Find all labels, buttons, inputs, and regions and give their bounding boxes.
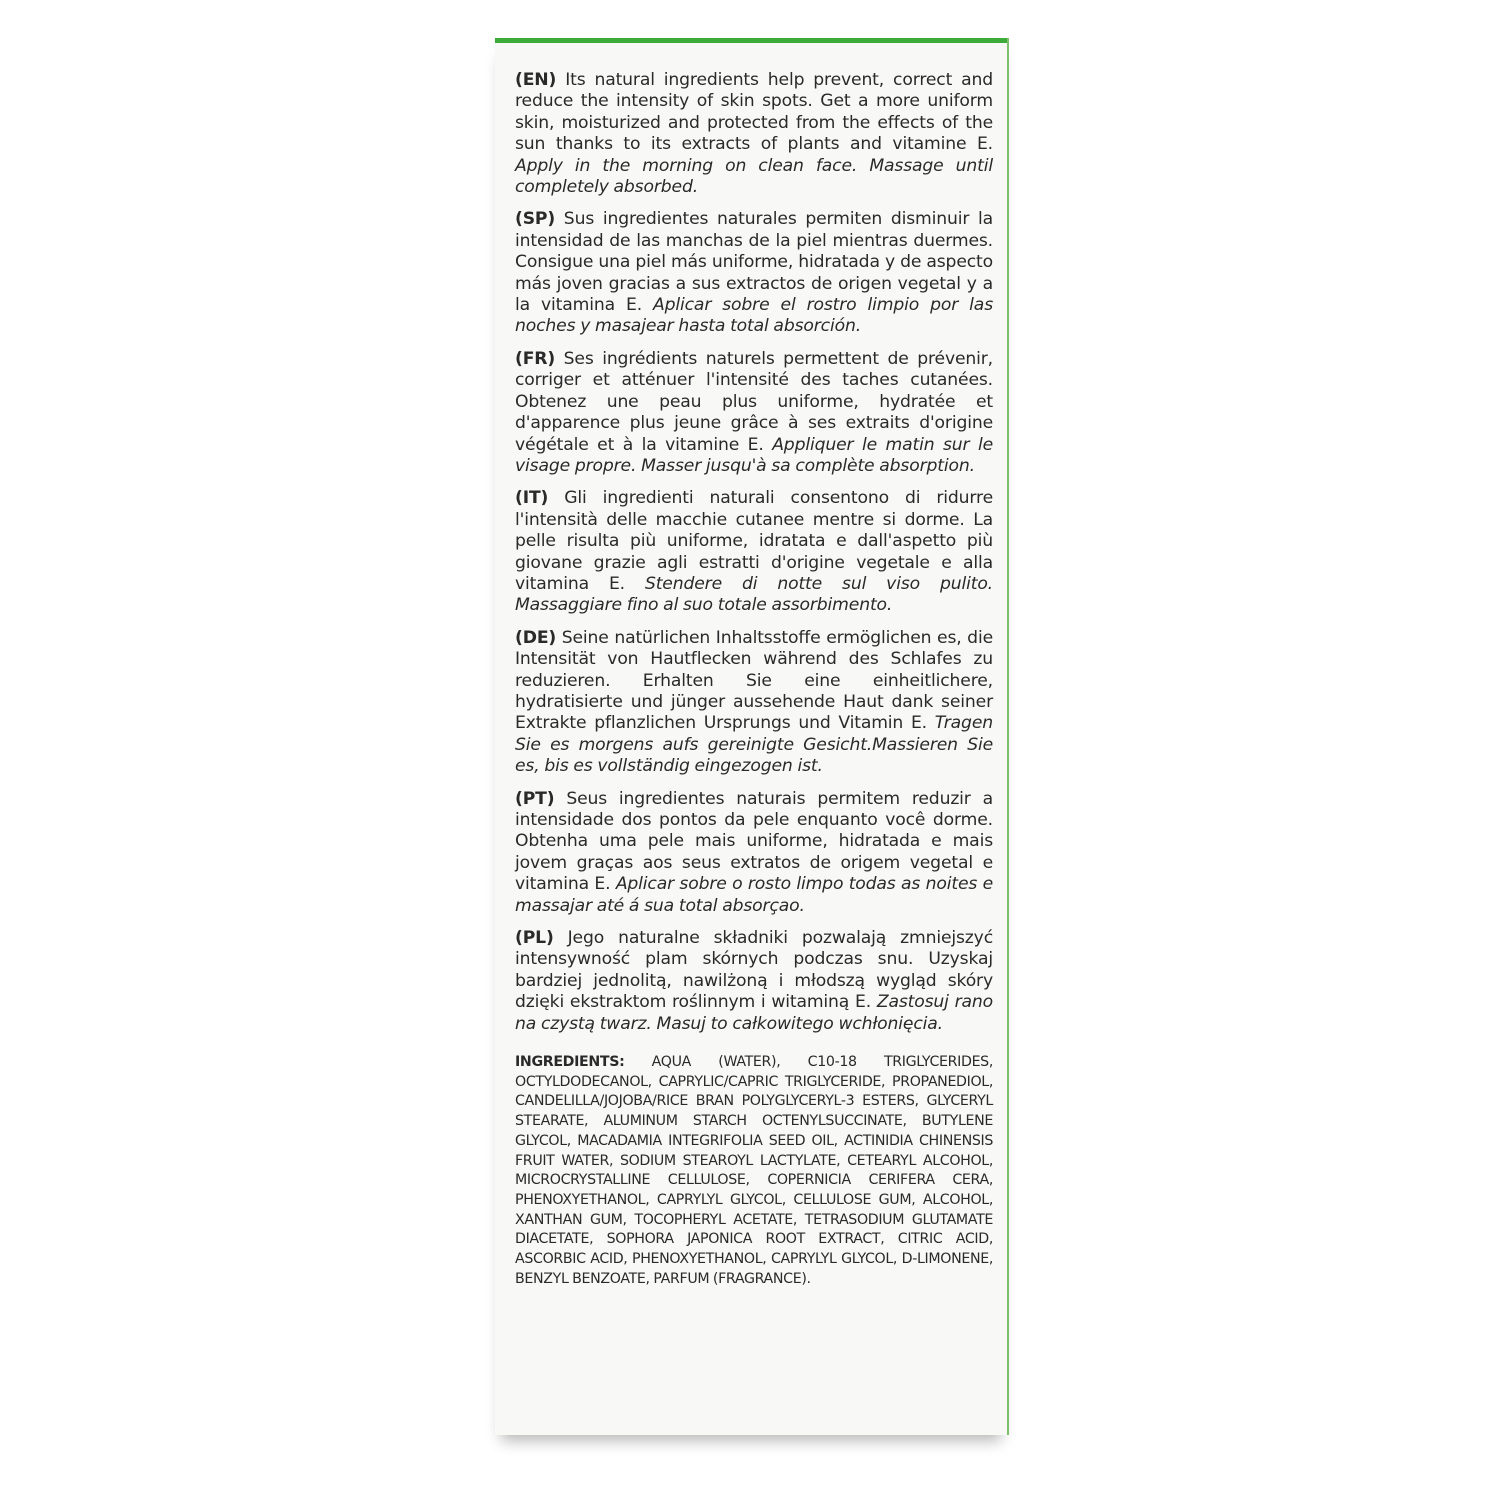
usage-instructions-it: Stendere di notte sul viso pulito. Massaggiare fino al suo totale assorbimento. [515,573,993,616]
description-de [515,628,993,778]
description-pl [515,928,993,1035]
language-code-sp: (SP) [515,209,556,230]
language-code-pt: (PT) [515,788,555,809]
usage-instructions-en: Apply in the morning on clean face. Massage until completely absorbed. [515,155,993,198]
description-text-it: Gli ingredienti naturali consentono di ridurre l'intensità delle macchie cutanee mentre si dorme. La pelle risulta più uniforme, idratata e dall'aspetto più giovane grazie agli estratti d'origine vegetale e alla vitamina E. [515,488,993,594]
description-pt [515,789,993,917]
description-sp [515,209,993,337]
usage-instructions-pl: Zastosuj rano na czystą twarz. Masuj to całkowitego wchłonięcia. [515,992,993,1034]
language-code-de: (DE) [515,627,557,648]
description-text-pl: Jego naturalne składniki pozwalają zmniejszyć intensywność plam skórnych podczas snu. Uzyskaj bardziej jednolitą, nawilżoną i młodszą wygląd skóry dzięki ekstraktom roślinnym i witaminą E. [515,928,993,1013]
ingredients-list [515,1053,993,1289]
language-code-it: (IT) [515,488,549,509]
description-text-en: Its natural ingredients help prevent, correct and reduce the intensity of skin spots. Get a more uniform skin, moisturized and protected from the effects of the sun thanks to its extracts of plants and vitamine E. [515,70,993,155]
usage-instructions-fr: Appliquer le matin sur le visage propre. Masser jusqu'à sa complète absorption. [515,434,993,476]
description-text-de: Seine natürlichen Inhaltsstoffe ermöglichen es, die Intensität von Hautflecken während des Schlafes zu reduzieren. Erhalten Sie eine einheitlichere, hydratisierte und jünger aussehende Haut dank seiner Extrakte pflanzlichen Ursprungs und Vitamin E. [515,627,993,734]
description-text-fr: Ses ingrédients naturels permettent de prévenir, corriger et atténuer l'intensité des taches cutanées. Obtenez une peau plus uniforme, hydratée et d'apparence plus jeune grâce à ses extraits d'origine végétale et à la vitamine E. [515,348,993,455]
description-text-pt: Seus ingredientes naturais permitem reduzir a intensidade dos pontos da pele enquanto você dorme. Obtenha uma pele mais uniforme, hidratada e mais jovem graças aos seus extratos de origem vegetal e vitamina E. [515,788,993,895]
language-code-en: (EN) [515,70,557,90]
usage-instructions-de: Tragen Sie es morgens aufs gereinigte Gesicht.Massieren Sie es, bis es vollständig eingezogen ist. [515,713,993,777]
product-box-back-panel [495,38,1007,1435]
language-code-pl: (PL) [515,928,554,949]
language-code-fr: (FR) [515,348,556,369]
usage-instructions-pt: Aplicar sobre o rosto limpo todas as noites e massajar até á sua total absorçao. [515,874,993,916]
usage-instructions-sp: Aplicar sobre el rostro limpio por las noches y masajear hasta total absorción. [515,295,993,337]
label-content [515,70,993,1304]
ingredients-label: INGREDIENTS: [515,1054,625,1071]
ingredients-text: AQUA (WATER), C10-18 TRIGLYCERIDES, OCTYLDODECANOL, CAPRYLIC/CAPRIC TRIGLYCERIDE, PROPANEDIOL, CANDELILLA/JOJOBA/RICE BRAN POLYGLYCERYL-3 ESTERS, GLYCERYL STEARATE, ALUMINUM STARCH OCTENYLSUCCINATE, BUTYLENE GLYCOL, MACADAMIA INTEGRIFOLIA SEED OIL, ACTINIDIA CHINENSIS FRUIT WATER, SODIUM STEAROYL LACTYLATE, CETEARYL ALCOHOL, MICROCRYSTALLINE CELLULOSE, COPERNICIA CERIFERA CERA, PHENOXYETHANOL, CAPRYLYL GLYCOL, CELLULOSE GUM, ALCOHOL, XANTHAN GUM, TOCOPHERYL ACETATE, TETRASODIUM GLUTAMATE DIACETATE, SOPHORA JAPONICA ROOT EXTRACT, CITRIC ACID, ASCORBIC ACID, PHENOXYETHANOL, CAPRYLYL GLYCOL, D-LIMONENE, BENZYL BENZOATE, PARFUM (FRAGRANCE). [515,1054,993,1287]
description-it [515,488,993,616]
description-fr [515,349,993,477]
description-en [515,70,993,198]
description-text-sp: Sus ingredientes naturales permiten disminuir la intensidad de las manchas de la piel mientras duermes. Consigue una piel más uniforme, hidratada y de aspecto más joven gracias a sus extractos de origen vegetal y a la vitamina E. [515,209,993,316]
